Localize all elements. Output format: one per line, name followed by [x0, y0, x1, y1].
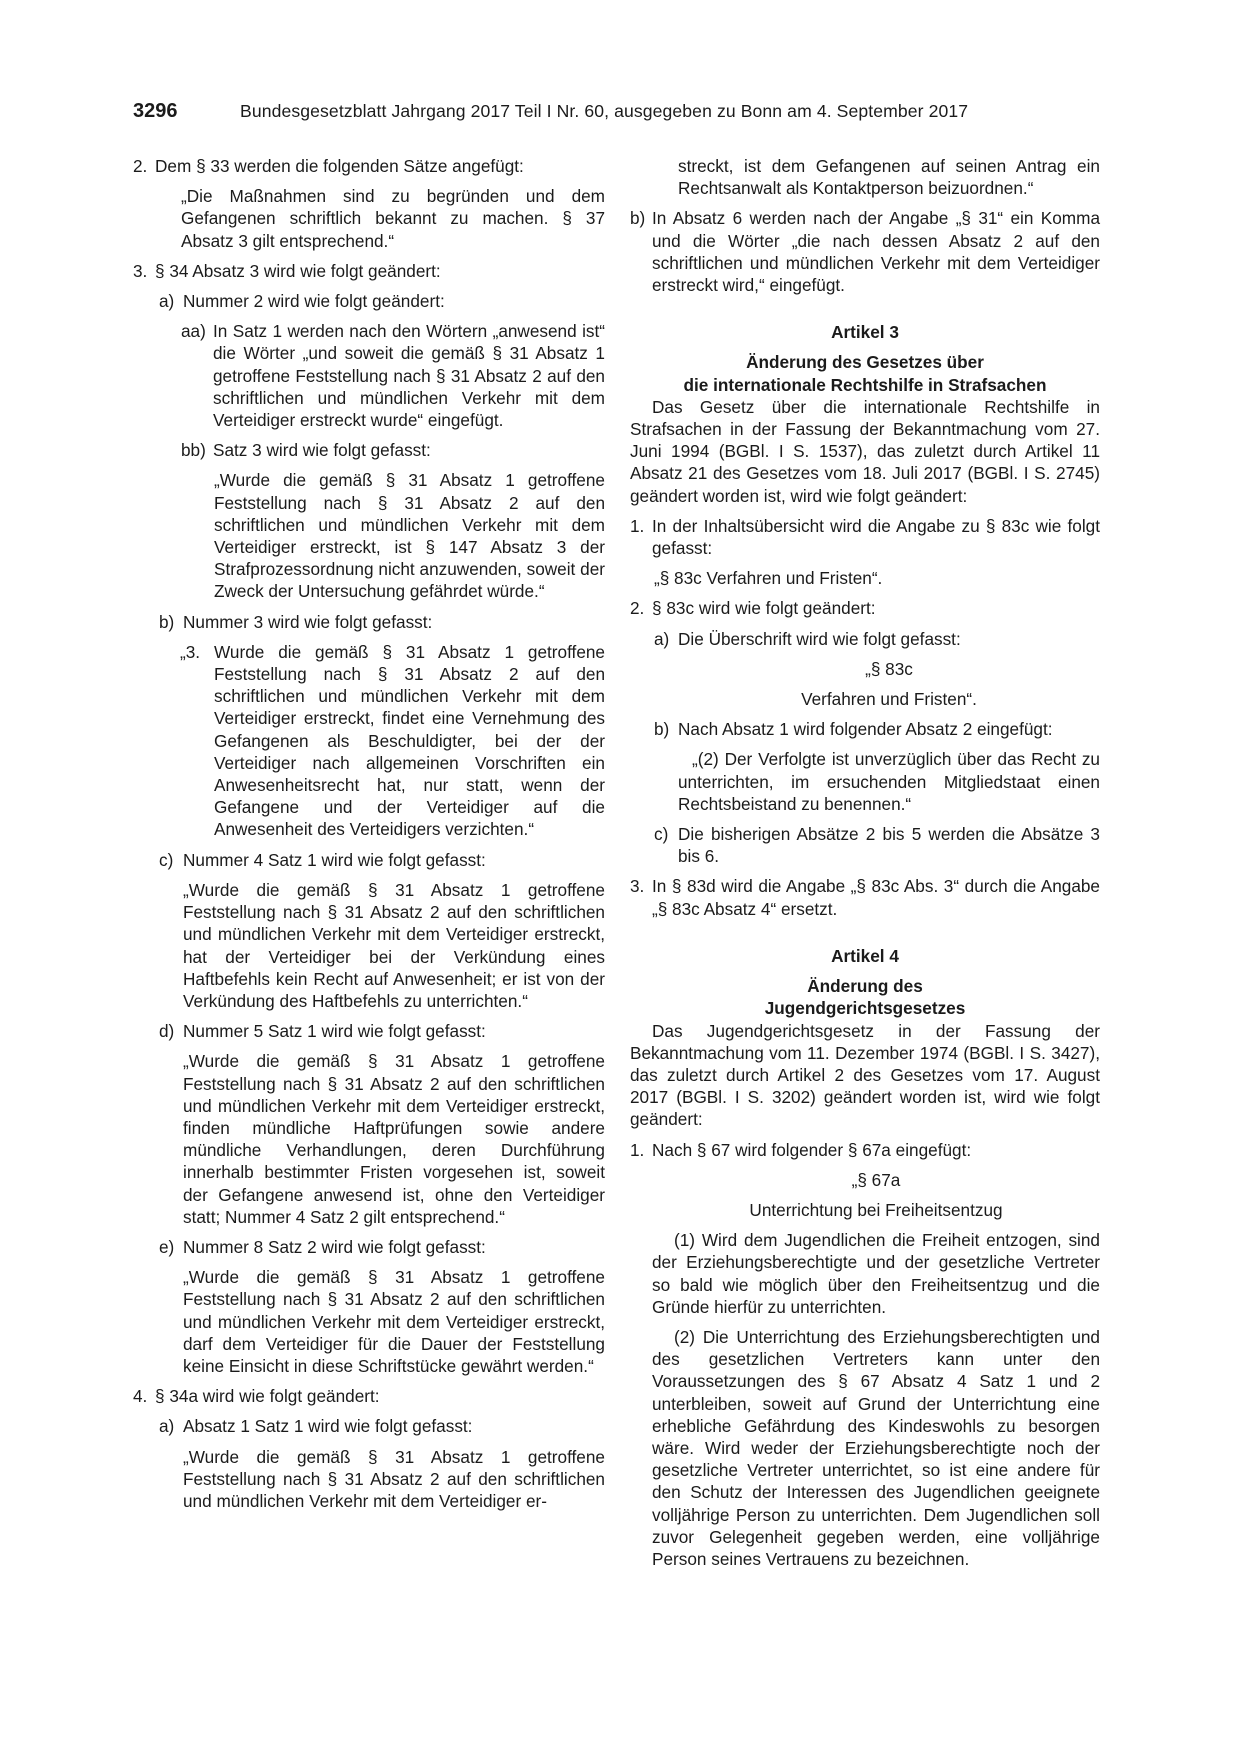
section-number: „§ 83c [865, 658, 913, 679]
article-3-title: Artikel 3 [831, 322, 899, 343]
list-item-2 [133, 155, 605, 177]
list-item-3a-aa [133, 320, 605, 431]
list-item-3c [133, 849, 605, 871]
list-text: Nach Absatz 1 wird folgender Absatz 2 eingefügt: [678, 719, 1053, 740]
list-text: In Absatz 6 werden nach der Angabe „§ 31“ ein Komma und die Wörter „die nach dessen Absatz 2 auf den schriftlichen und mündlichen Verkehr mit dem Verteidiger erstreckt wird,“ eingefügt. [652, 208, 1100, 296]
list-label: c) [159, 849, 174, 870]
list-label: 2. [133, 156, 148, 176]
list-label: 2. [630, 598, 645, 619]
list-text: Nummer 8 Satz 2 wird wie folgt gefasst: [183, 1236, 486, 1257]
quoted-item-3 [133, 641, 605, 841]
art3-list-item-2a [630, 628, 1100, 650]
list-label: bb) [181, 440, 206, 461]
list-text: § 83c wird wie folgt geändert: [652, 598, 876, 619]
list-label: a) [654, 628, 670, 649]
list-label: 3. [630, 876, 645, 897]
quoted-text: „Wurde die gemäß § 31 Absatz 1 getroffene Feststellung nach § 31 Absatz 2 auf den schriftlichen und mündlichen Verkehr mit dem Verteidiger er- [183, 1446, 605, 1511]
art3-list-item-2 [630, 597, 1100, 619]
paragraph-2: (2) Die Unterrichtung des Erziehungsberechtigten und des gesetzlichen Vertreters kann unter den Voraussetzungen des § 67 Absatz 4 Satz 1 und 2 unterbleiben, soweit auf Grund der Unterrichtung eine erhebliche Gefährdung des Kindeswohls zu besorgen wäre. Wird weder der Erziehungsberechtigte noch der gesetzliche Vertreter unterrichtet, so ist eine andere für den Schutz der Interessen des Jugendlichen geeignete volljährige Person zu unterrichten. Dem Jugendlichen soll zuvor Gelegenheit gegeben werden, eine volljährige Person seines Vertrauens zu bezeichnen. [652, 1326, 1100, 1569]
list-item-3b [133, 611, 605, 633]
article-4-heading-line-1: Änderung des [807, 976, 923, 997]
section-title: Unterrichtung bei Freiheitsentzug [749, 1199, 1003, 1220]
quoted-text: „Wurde die gemäß § 31 Absatz 1 getroffene Feststellung nach § 31 Absatz 2 auf den schriftlichen und mündlichen Verkehr mit dem Verteidiger erstreckt, finden mündliche Haftprüfungen sowie andere mündliche Verhandlungen, deren Durchführung innerhalb bestimmter Fristen vorgesehen ist, soweit der Gefangene anwesend ist, ohne den Verteidiger statt; Nummer 4 Satz 2 gilt entsprechend.“ [183, 1051, 605, 1227]
quoted-text: Wurde die gemäß § 31 Absatz 1 getroffene Feststellung nach § 31 Absatz 2 auf den schriftlichen und mündlichen Verkehr mit dem Verteidiger erstreckt, findet eine Vernehmung des Gefangenen als Beschuldigter, bei der der Verteidiger nach allgemeinen Vorschriften ein Anwesenheitsrecht hat, nur statt, wenn der Gefangene und der Verteidiger auf die Anwesenheit des Verteidigers verzichten.“ [214, 641, 605, 840]
left-column [133, 155, 605, 1512]
art3-list-item-2c [630, 823, 1100, 867]
list-text: § 34 Absatz 3 wird wie folgt geändert: [155, 260, 441, 281]
list-label: e) [159, 1236, 175, 1257]
art4-list-item-1 [630, 1139, 1100, 1161]
quoted-text: „Wurde die gemäß § 31 Absatz 1 getroffene Feststellung nach § 31 Absatz 2 auf den schriftlichen und mündlichen Verkehr mit dem Verteidiger erstreckt, ist § 147 Absatz 3 der Strafprozessordnung nicht anzuwenden, soweit der Zweck der Untersuchung gefährdet würde.“ [214, 470, 605, 602]
section-number: „§ 67a [851, 1169, 901, 1190]
quoted-text: „Die Maßnahmen sind zu begründen und dem Gefangenen schriftlich bekannt zu machen. § 37 Absatz 3 gilt entsprechend.“ [181, 186, 605, 251]
list-item-3a-bb [133, 439, 605, 461]
right-column [630, 155, 1100, 1570]
list-item-3e [133, 1236, 605, 1258]
quoted-text: „(2) Der Verfolgte ist unverzüglich über das Recht zu unterrichten, im ersuchenden Mitgliedstaat einen Rechtsbeistand zu benennen.“ [678, 749, 1100, 814]
list-text: Satz 3 wird wie folgt gefasst: [213, 440, 431, 461]
quoted-text-continued: streckt, ist dem Gefangenen auf seinen Antrag ein Rechtsanwalt als Kontaktperson beizuordnen.“ [678, 156, 1100, 199]
list-label: a) [159, 1416, 175, 1437]
paragraph-1: (1) Wird dem Jugendlichen die Freiheit entzogen, sind der Erziehungsberechtigte und der gesetzliche Vertreter so bald wie möglich über den Freiheitsentzug und die Gründe hierfür zu unterrichten. [652, 1230, 1100, 1317]
list-text: Die Überschrift wird wie folgt gefasst: [678, 628, 961, 649]
list-item-3d [133, 1020, 605, 1042]
list-label: b) [654, 719, 670, 740]
article-4-title: Artikel 4 [831, 945, 899, 966]
list-item-3 [133, 260, 605, 282]
list-text: In § 83d wird die Angabe „§ 83c Abs. 3“ durch die Angabe „§ 83c Absatz 4“ ersetzt. [652, 876, 1100, 919]
list-text: Nummer 2 wird wie folgt geändert: [183, 291, 445, 312]
list-text: Nummer 3 wird wie folgt gefasst: [183, 611, 433, 632]
list-label: 4. [133, 1386, 148, 1407]
list-label: d) [159, 1021, 175, 1042]
list-text: Nummer 4 Satz 1 wird wie folgt gefasst: [183, 849, 486, 870]
list-label: 3. [133, 260, 148, 281]
gazette-title: Bundesgesetzblatt Jahrgang 2017 Teil I Nr. 60, ausgegeben zu Bonn am 4. September 2017 [240, 101, 969, 121]
list-text: Absatz 1 Satz 1 wird wie folgt gefasst: [183, 1416, 473, 1437]
list-item-4 [133, 1385, 605, 1407]
article-4-intro: Das Jugendgerichtsgesetz in der Fassung der Bekanntmachung vom 11. Dezember 1974 (BGBl. I S. 3427), das zuletzt durch Artikel 2 des Gesetzes vom 17. August 2017 (BGBl. I S. 3202) geändert worden ist, wird wie folgt geändert: [630, 1020, 1100, 1130]
article-3-heading-line-2: die internationale Rechtshilfe in Strafsachen [683, 374, 1047, 395]
list-item-3a [133, 290, 605, 312]
list-label: b) [159, 611, 175, 632]
list-label: a) [159, 291, 175, 312]
art3-list-item-3 [630, 875, 1100, 919]
list-text: Nach § 67 wird folgender § 67a eingefügt: [652, 1139, 972, 1160]
list-text: In Satz 1 werden nach den Wörtern „anwesend ist“ die Wörter „und soweit die gemäß § 31 Absatz 1 getroffene Feststellung nach § 31 Absatz 2 auf den schriftlichen und mündlichen Verkehr mit dem Verteidiger erstreckt wurde“ eingefügt. [213, 321, 605, 431]
list-text: Nummer 5 Satz 1 wird wie folgt gefasst: [183, 1021, 486, 1042]
art3-list-item-1 [630, 515, 1100, 559]
article-3-intro: Das Gesetz über die internationale Rechtshilfe in Strafsachen in der Fassung der Bekanntmachung vom 27. Juni 1994 (BGBl. I S. 1537), das zuletzt durch Artikel 11 Absatz 21 des Gesetzes vom 18. Juli 2017 (BGBl. I S. 2745) geändert worden ist, wird wie folgt geändert: [630, 396, 1100, 506]
page-header [133, 100, 1113, 126]
list-text: § 34a wird wie folgt geändert: [155, 1386, 380, 1407]
list-item-4b [630, 207, 1100, 296]
section-title: Verfahren und Fristen“. [801, 689, 977, 710]
list-label: „3. [180, 641, 201, 662]
art3-list-item-2b [630, 718, 1100, 740]
list-label: 1. [630, 1139, 645, 1160]
list-text: Dem § 33 werden die folgenden Sätze angefügt: [155, 156, 524, 176]
list-label: 1. [630, 515, 645, 536]
article-4-heading-line-2: Jugendgerichtsgesetzes [764, 998, 966, 1019]
article-3-heading-line-1: Änderung des Gesetzes über [746, 352, 984, 373]
quoted-text: „§ 83c Verfahren und Fristen“. [654, 568, 883, 589]
quoted-text: „Wurde die gemäß § 31 Absatz 1 getroffene Feststellung nach § 31 Absatz 2 auf den schriftlichen und mündlichen Verkehr mit dem Verteidiger erstreckt, hat der Verteidiger bei der Verkündung eines Haftbefehls kein Recht auf Anwesenheit; er ist von der Verkündung des Haftbefehls zu unterrichten.“ [183, 879, 605, 1011]
list-item-4a [133, 1415, 605, 1437]
page-number: 3296 [133, 100, 178, 122]
quoted-text: „Wurde die gemäß § 31 Absatz 1 getroffene Feststellung nach § 31 Absatz 2 auf den schriftlichen und mündlichen Verkehr mit dem Verteidiger erstreckt, darf dem Verteidiger für die Dauer der Feststellung keine Einsicht in diese Schriftstücke gewährt werden.“ [183, 1267, 605, 1376]
list-text: In der Inhaltsübersicht wird die Angabe zu § 83c wie folgt gefasst: [652, 515, 1100, 559]
list-label: c) [654, 824, 669, 845]
list-text: Die bisherigen Absätze 2 bis 5 werden die Absätze 3 bis 6. [678, 824, 1100, 867]
list-label: b) [630, 208, 646, 229]
list-label: aa) [181, 321, 206, 342]
